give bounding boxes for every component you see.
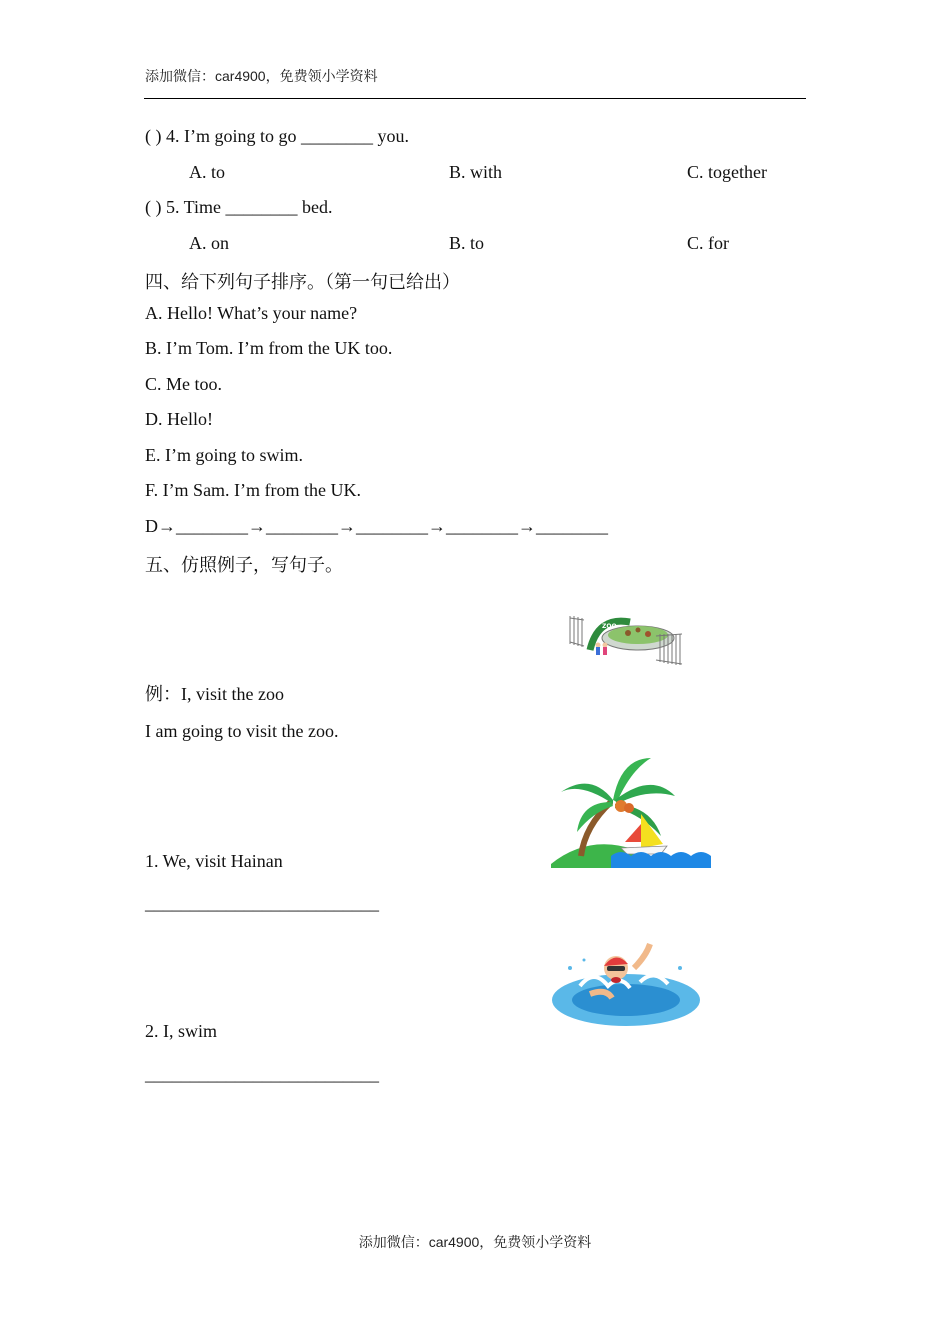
page-header: 添加微信：car4900，免费领小学资料 [145,68,378,84]
question-5-option-c: C. for [687,233,729,253]
zoo-gate-illustration [568,612,684,668]
swimmer-illustration [550,938,704,1032]
sentence-b: B. I’m Tom. I’m from the UK too. [145,338,393,358]
header-divider [144,98,806,99]
question-5-option-b: B. to [449,233,485,253]
question-5-option-a: A. on [189,233,229,253]
question-4-option-c: C. together [687,162,767,182]
palm-island-illustration [551,752,711,868]
ordering-answer-line: D→________→________→________→________→________ [145,516,608,536]
sentence-a: A. Hello! What’s your name? [145,303,358,323]
section-5-title: 五、仿照例子，写句子。 [145,555,343,575]
item-2-answer-blank[interactable]: __________________________ [145,1064,379,1084]
question-4-option-a: A. to [189,162,225,182]
sentence-d: D. Hello! [145,409,213,429]
example-answer: I am going to visit the zoo. [145,721,339,741]
sentence-e: E. I’m going to swim. [145,445,303,465]
section-4-title: 四、给下列句子排序。（第一句已给出） [145,272,460,292]
sentence-c: C. Me too. [145,374,223,394]
item-1-answer-blank[interactable]: __________________________ [145,893,379,913]
item-1-prompt: 1. We, visit Hainan [145,851,283,871]
zoo-sign-text: ZOO [602,623,617,630]
question-4-option-b: B. with [449,162,503,182]
page-footer: 添加微信：car4900，免费领小学资料 [358,1234,592,1250]
question-5-stem: ( ) 5. Time ________ bed. [145,197,333,217]
question-4-stem: ( ) 4. I’m going to go ________ you. [145,126,409,146]
example-prompt: 例：I, visit the zoo [145,684,284,704]
sentence-f: F. I’m Sam. I’m from the UK. [145,480,362,500]
item-2-prompt: 2. I, swim [145,1021,217,1041]
